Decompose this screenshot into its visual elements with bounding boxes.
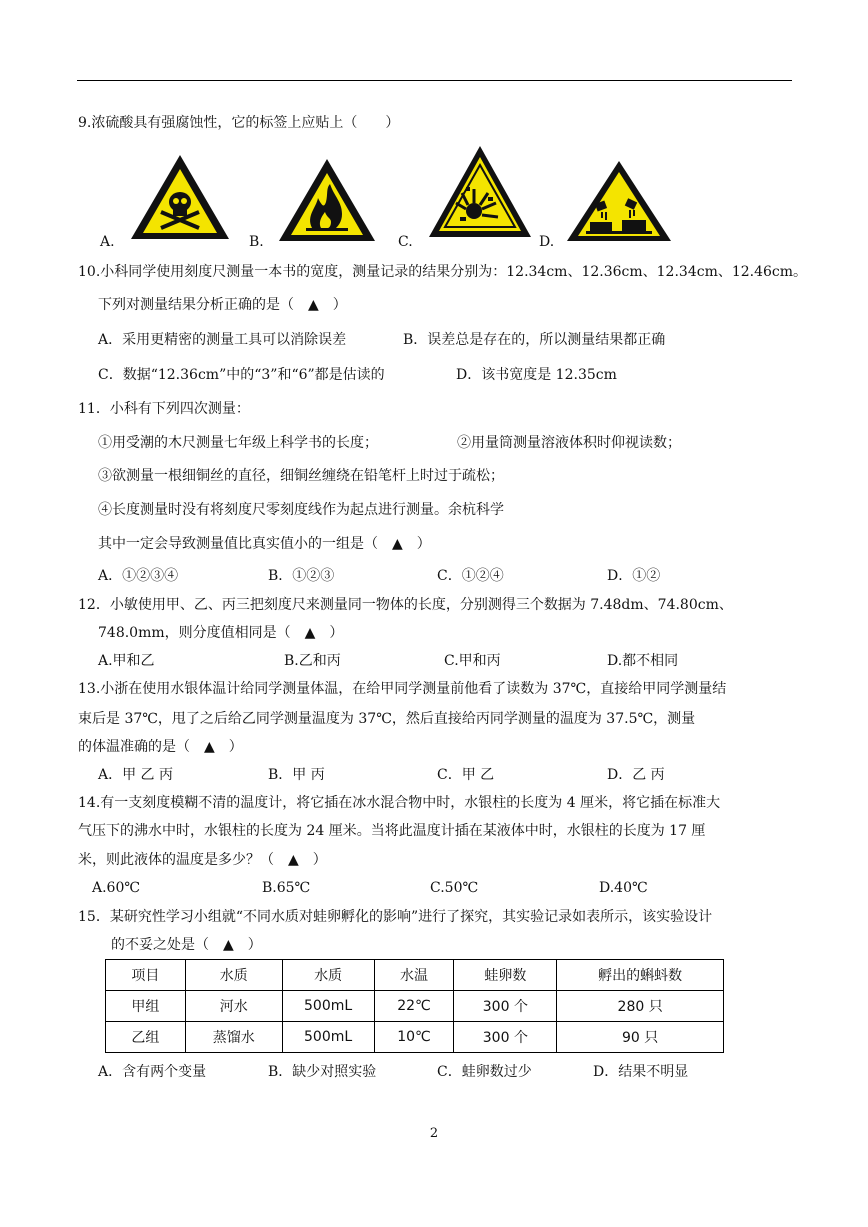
corrosive-icon	[564, 158, 674, 244]
q12-option-d: D.都不相同	[607, 653, 679, 669]
table-cell: 甲组	[106, 991, 186, 1022]
q14-stem-line2: 气压下的沸水中时，水银柱的长度为 24 厘米。当将此温度计插在某液体中时，水银柱的长度为 17 厘	[78, 823, 706, 839]
header-rule	[77, 80, 792, 81]
flammable-flame-icon	[276, 156, 378, 244]
table-cell: 500mL	[282, 991, 374, 1022]
q10-option-a: A．采用更精密的测量工具可以消除误差	[98, 332, 347, 348]
table-cell: 90 只	[557, 1022, 724, 1053]
q14-option-c: C.50℃	[430, 880, 479, 896]
q14-option-d: D.40℃	[599, 880, 648, 896]
table-cell: 300 个	[454, 991, 557, 1022]
q13-stem-line1: 13.小浙在使用水银体温计给同学测量体温，在给甲同学测量前他看了读数为 37℃，直接给甲同学测量结	[78, 681, 727, 697]
q10-option-c: C．数据“12.36cm”中的“3”和“6”都是估读的	[98, 367, 385, 383]
table-cell: 280 只	[557, 991, 724, 1022]
q9-label-b: B.	[249, 234, 264, 250]
table-cell: 乙组	[106, 1022, 186, 1053]
q12-option-a: A.甲和乙	[98, 653, 155, 669]
q11-item-1: ①用受潮的木尺测量七年级上科学书的长度；	[98, 435, 378, 451]
q11-option-b: B．①②③	[268, 568, 335, 584]
q9-label-c: C.	[398, 234, 413, 250]
q11-item-3: ③欲测量一根细铜丝的直径，细铜丝缠绕在铅笔杆上时过于疏松；	[98, 468, 504, 484]
q13-stem-line3: 的体温准确的是（ ▲ ）	[78, 739, 243, 755]
q14-option-a: A.60℃	[92, 880, 141, 896]
q10-stem-line2: 下列对测量结果分析正确的是（ ▲ ）	[98, 297, 347, 313]
q15-stem-line1: 15．某研究性学习小组就“不同水质对蛙卵孵化的影响”进行了探究，其实验记录如表所示，该实验设计	[78, 909, 713, 925]
table-header-row	[106, 960, 724, 991]
q11-option-d: D．①②	[607, 568, 661, 584]
q14-option-b: B.65℃	[262, 880, 311, 896]
explosive-icon	[426, 143, 534, 241]
page-number: 2	[429, 1126, 439, 1141]
q15-option-b: B．缺少对照实验	[268, 1064, 377, 1080]
q15-stem-line2: 的不妥之处是（ ▲ ）	[111, 937, 262, 953]
q11-item-2: ②用量筒测量溶液体积时仰视读数；	[457, 435, 681, 451]
table-header-cell: 水质	[185, 960, 282, 991]
toxic-skull-icon	[128, 152, 232, 242]
table-cell: 300 个	[454, 1022, 557, 1053]
q13-option-d: D．乙 丙	[607, 767, 665, 783]
table-cell: 蒸馏水	[185, 1022, 282, 1053]
q10-option-b: B．误差总是存在的，所以测量结果都正确	[403, 332, 666, 348]
experiment-table	[105, 959, 724, 1053]
q11-item-4: ④长度测量时没有将刻度尺零刻度线作为起点进行测量。余杭科学	[98, 502, 504, 518]
q9-stem: 9.浓硫酸具有强腐蚀性，它的标签上应贴上（ ）	[78, 115, 400, 131]
q9-label-d: D.	[539, 234, 555, 250]
table-cell: 10℃	[374, 1022, 454, 1053]
q12-stem-line2: 748.0mm，则分度值相同是（ ▲ ）	[98, 625, 344, 641]
table-cell: 河水	[185, 991, 282, 1022]
q10-stem-line1: 10.小科同学使用刻度尺测量一本书的宽度，测量记录的结果分别为：12.34cm、12.36cm、12.34cm、12.46cm。	[78, 264, 808, 280]
q15-option-c: C．蛙卵数过少	[437, 1064, 532, 1080]
q13-option-c: C．甲 乙	[437, 767, 495, 783]
q11-question: 其中一定会导致测量值比真实值小的一组是（ ▲ ）	[98, 536, 431, 552]
table-header-cell: 蛙卵数	[454, 960, 557, 991]
table-header-cell: 水质	[282, 960, 374, 991]
q12-stem-line1: 12．小敏使用甲、乙、丙三把刻度尺来测量同一物体的长度，分别测得三个数据为 7.48dm、74.80cm、	[78, 597, 733, 613]
q15-option-d: D．结果不明显	[593, 1064, 689, 1080]
table-row	[106, 1022, 724, 1053]
q11-option-a: A．①②③④	[98, 568, 179, 584]
table-cell: 500mL	[282, 1022, 374, 1053]
q12-option-b: B.乙和丙	[284, 653, 341, 669]
q14-stem-line1: 14.有一支刻度模糊不清的温度计，将它插在冰水混合物中时，水银柱的长度为 4 厘米，将它插在标准大	[78, 795, 721, 811]
q13-option-b: B．甲 丙	[268, 767, 325, 783]
table-row	[106, 991, 724, 1022]
q11-option-c: C．①②④	[437, 568, 504, 584]
q12-option-c: C.甲和丙	[444, 653, 501, 669]
table-header-cell: 孵出的蝌蚪数	[557, 960, 724, 991]
table-header-cell: 项目	[106, 960, 186, 991]
q13-option-a: A．甲 乙 丙	[98, 767, 174, 783]
q15-option-a: A．含有两个变量	[98, 1064, 207, 1080]
q14-stem-line3: 米，则此液体的温度是多少？（ ▲ ）	[78, 852, 327, 868]
table-header-cell: 水温	[374, 960, 454, 991]
table-cell: 22℃	[374, 991, 454, 1022]
q9-label-a: A.	[100, 234, 115, 250]
q10-option-d: D．该书宽度是 12.35cm	[456, 367, 617, 383]
q13-stem-line2: 束后是 37℃，甩了之后给乙同学测量温度为 37℃，然后直接给丙同学测量的温度为 37.5℃，测量	[78, 711, 696, 727]
q11-stem: 11．小科有下列四次测量：	[78, 401, 250, 417]
